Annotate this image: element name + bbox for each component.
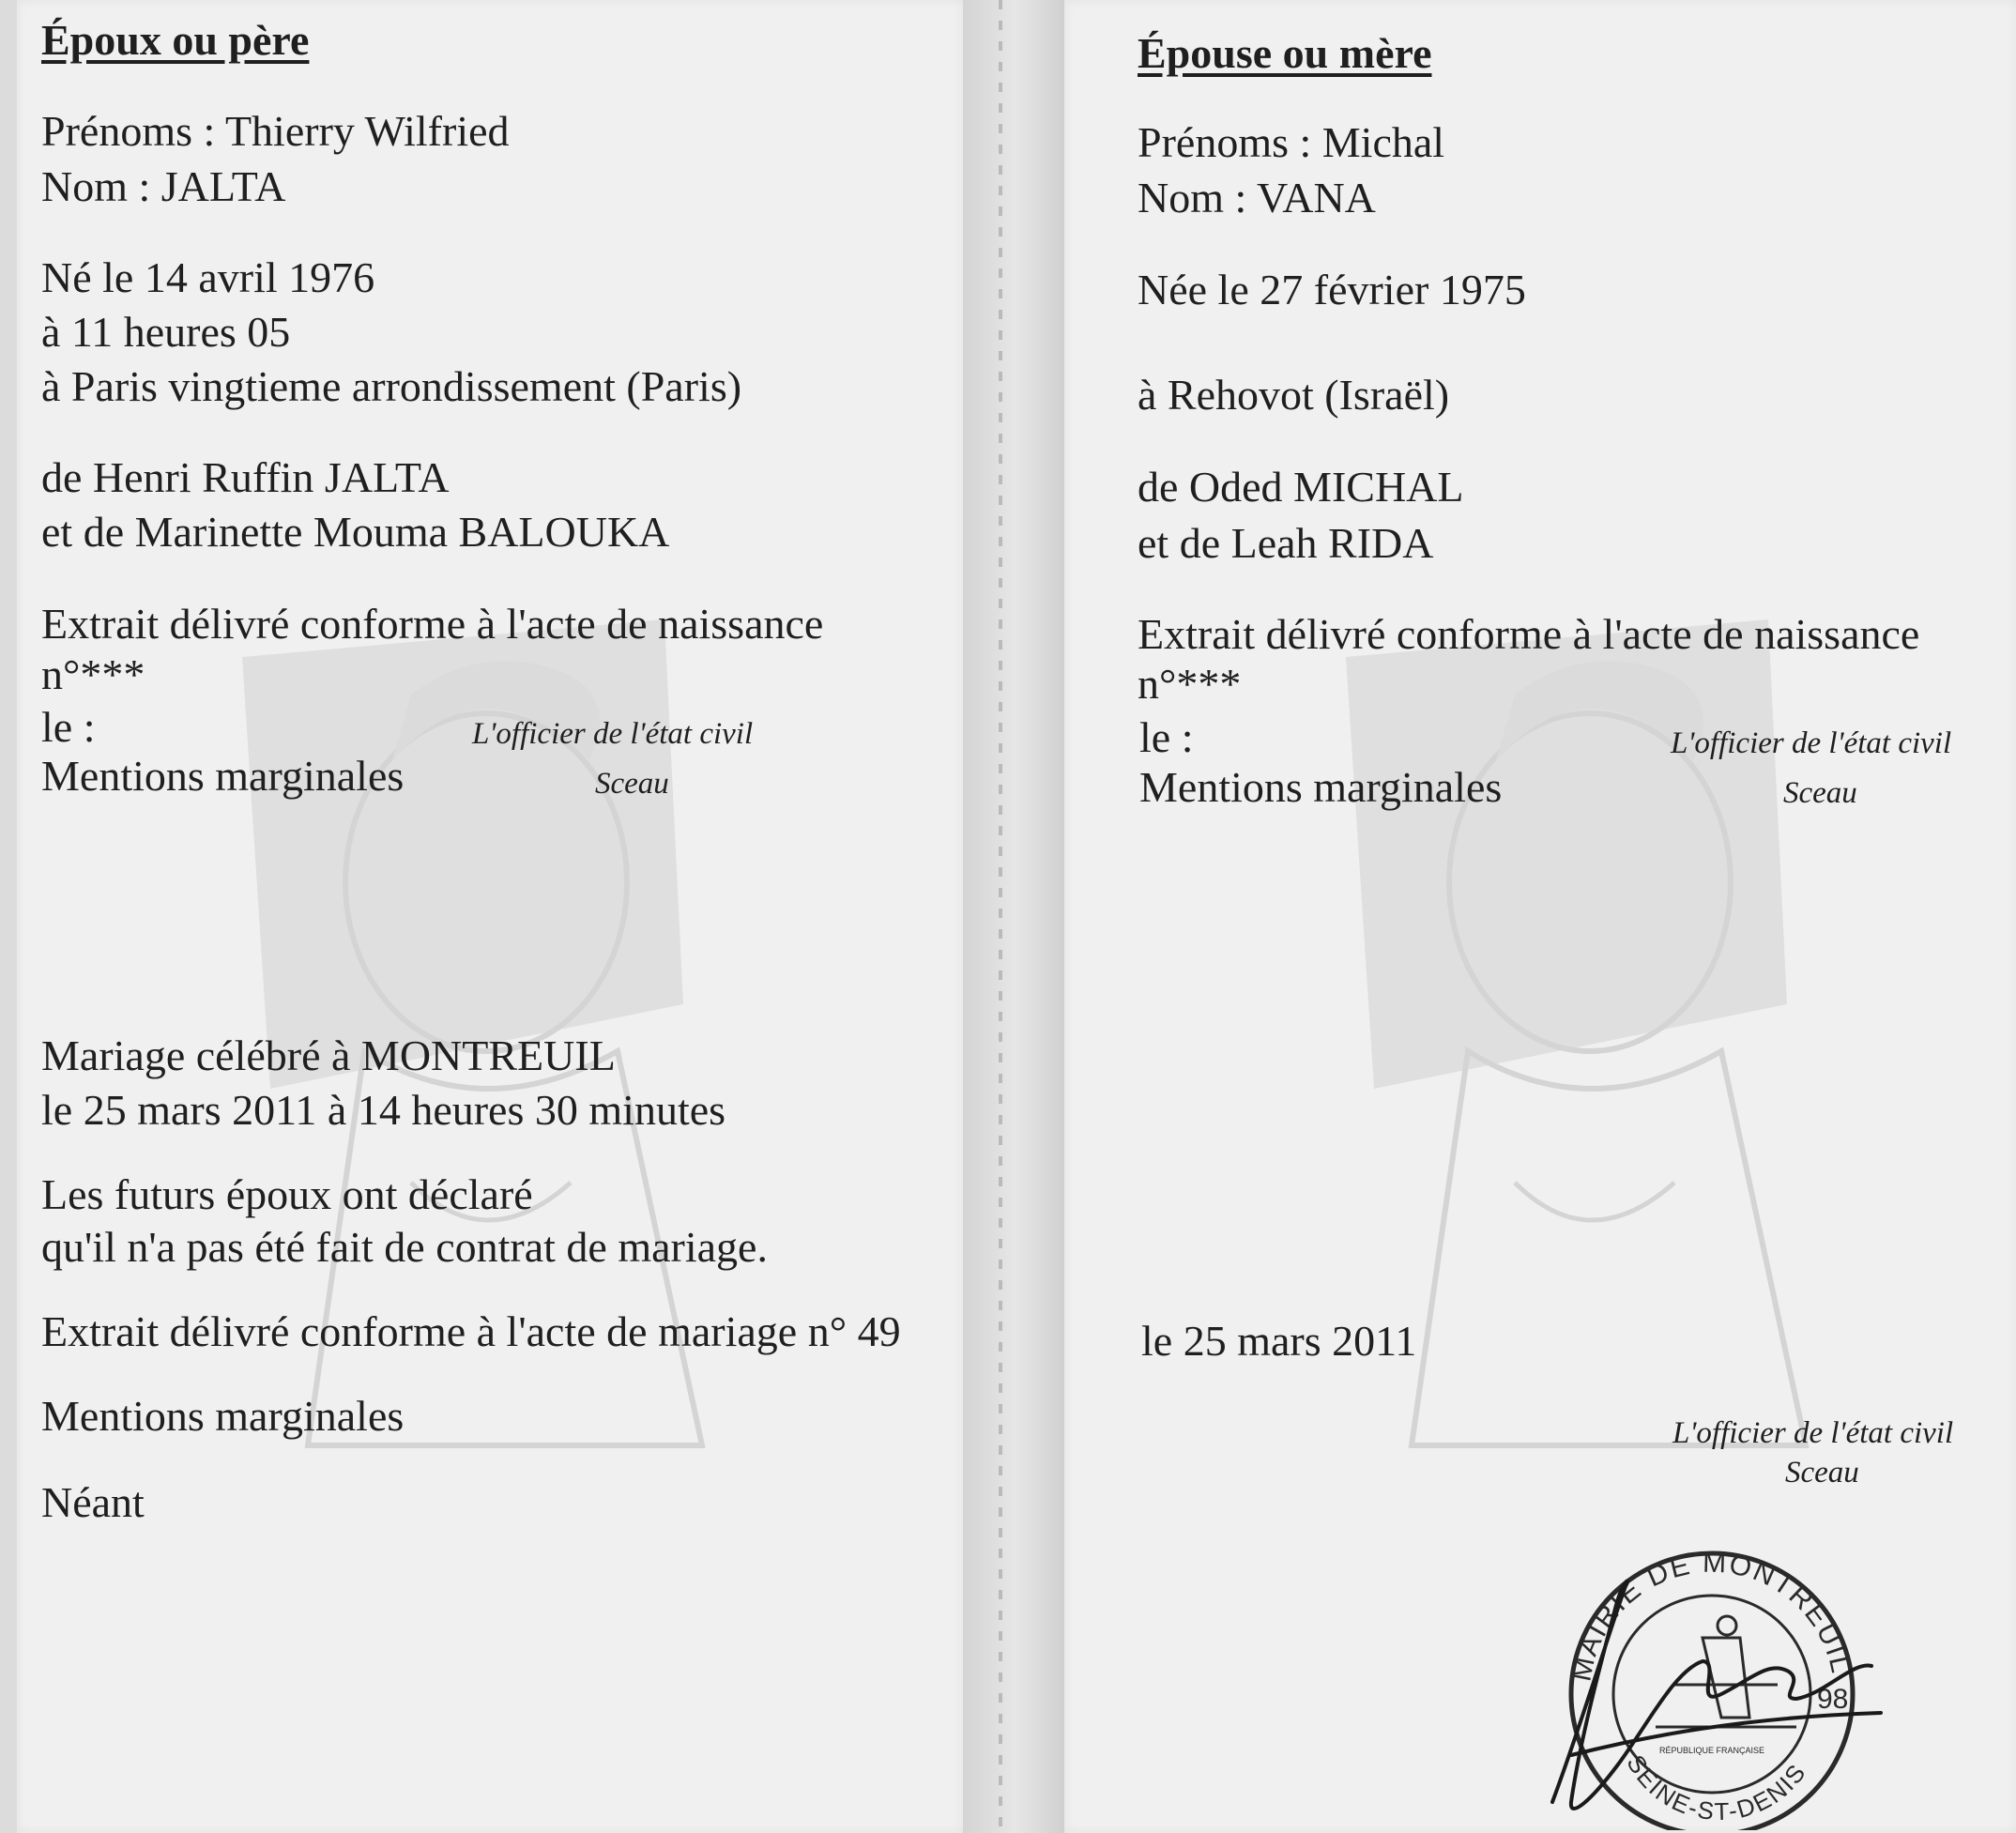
mother-name: et de Marinette Mouma BALOUKA — [41, 508, 670, 556]
marginal-notes-label-2: Mentions marginales — [41, 1392, 405, 1440]
date-label: le : — [41, 703, 96, 751]
section-heading: Épouse ou mère — [1138, 29, 1432, 77]
binding-gutter — [963, 0, 1064, 1833]
mother-name: et de Leah RIDA — [1138, 519, 1434, 567]
surname: Nom : VANA — [1138, 174, 1376, 221]
date-label: le : — [1139, 713, 1194, 761]
stamp-emblem — [1656, 1616, 1796, 1727]
marriage-date: le 25 mars 2011 à 14 heures 30 minutes — [41, 1086, 726, 1134]
birth-record-number: n°*** — [41, 650, 145, 698]
birth-extract-statement: Extrait délivré conforme à l'acte de naissance — [41, 600, 824, 648]
first-names: Prénoms : Michal — [1138, 118, 1445, 166]
birth-date: Née le 27 février 1975 — [1138, 266, 1526, 313]
registrar-title-2: L'officier de l'état civil — [1672, 1416, 1954, 1450]
father-name: de Oded MICHAL — [1138, 463, 1464, 511]
stamp-small-text: RÉPUBLIQUE FRANÇAISE — [1658, 1746, 1765, 1755]
surname: Nom : JALTA — [41, 162, 286, 210]
birth-time: à 11 heures 05 — [41, 308, 291, 356]
marriage-extract-statement: Extrait délivré conforme à l'acte de mariage n° 49 — [41, 1307, 901, 1355]
birth-record-number: n°*** — [1138, 660, 1242, 708]
seal-label: Sceau — [595, 767, 669, 801]
seal-label-2: Sceau — [1785, 1456, 1859, 1489]
father-name: de Henri Ruffin JALTA — [41, 453, 450, 501]
left-page — [17, 0, 963, 1833]
seal-label: Sceau — [1783, 776, 1857, 810]
marginal-notes-label: Mentions marginales — [41, 752, 405, 800]
marriage-place: Mariage célébré à MONTREUIL — [41, 1031, 616, 1079]
none-value: Néant — [41, 1478, 145, 1526]
birth-place: à Rehovot (Israël) — [1138, 371, 1450, 419]
first-names: Prénoms : Thierry Wilfried — [41, 107, 510, 155]
stamp-top-text: MAIRIE DE MONTREUIL — [1565, 1547, 1857, 1685]
birth-place: à Paris vingtieme arrondissement (Paris) — [41, 362, 742, 410]
perforated-fold — [999, 0, 1002, 1833]
registrar-title: L'officier de l'état civil — [472, 717, 754, 751]
contract-declaration-line-1: Les futurs époux ont déclaré — [41, 1170, 533, 1218]
stamp-number: 98 — [1817, 1684, 1849, 1715]
registrar-title: L'officier de l'état civil — [1671, 726, 1952, 760]
issue-date: le 25 mars 2011 — [1141, 1317, 1417, 1365]
birth-date: Né le 14 avril 1976 — [41, 253, 375, 301]
marginal-notes-label: Mentions marginales — [1139, 763, 1503, 811]
birth-extract-statement: Extrait délivré conforme à l'acte de naissance — [1138, 610, 1920, 658]
section-heading: Époux ou père — [41, 16, 310, 64]
right-page — [1064, 0, 2016, 1833]
stamp-bottom-text: SEINE-ST-DENIS — [1621, 1749, 1812, 1826]
official-seal-stamp — [1515, 1520, 1928, 1830]
contract-declaration-line-2: qu'il n'a pas été fait de contrat de mariage. — [41, 1223, 768, 1271]
